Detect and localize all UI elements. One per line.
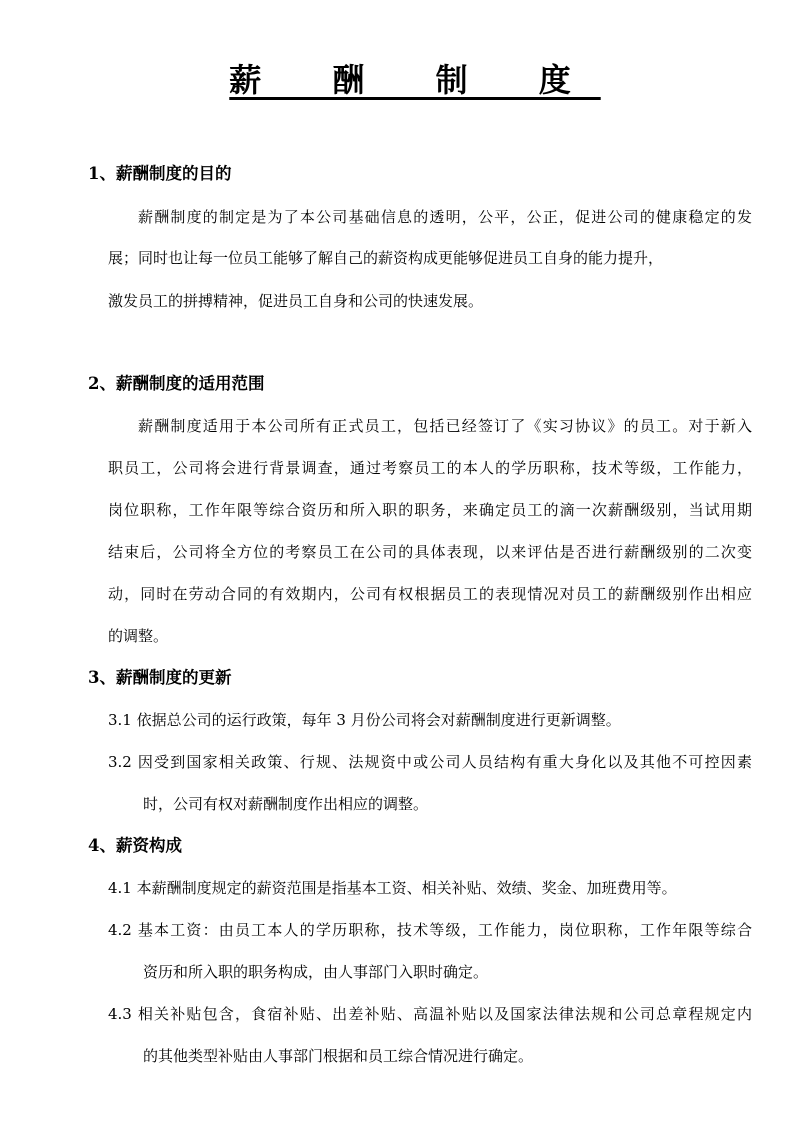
paragraph-line: 的调整。 bbox=[108, 627, 169, 645]
document-title bbox=[0, 60, 800, 100]
paragraph-line: 4.3 相关补贴包含，食宿补贴、出差补贴、高温补贴以及国家法律法规和公司总章程规定内 bbox=[108, 1005, 752, 1023]
document-title-text: 薪 酬 制 度 bbox=[229, 61, 601, 99]
paragraph-line: 4.2 基本工资：由员工本人的学历职称，技术等级，工作能力，岗位职称，工作年限等综合 bbox=[108, 921, 752, 939]
paragraph-line: 3.1 依据总公司的运行政策，每年 3 月份公司将会对薪酬制度进行更新调整。 bbox=[108, 711, 621, 729]
paragraph-line: 时，公司有权对薪酬制度作出相应的调整。 bbox=[143, 795, 429, 813]
paragraph-line: 激发员工的拼搏精神，促进员工自身和公司的快速发展。 bbox=[108, 292, 484, 310]
paragraph-line: 3.2 因受到国家相关政策、行规、法规资中或公司人员结构有重大身化以及其他不可控因素 bbox=[108, 753, 752, 771]
paragraph-line: 资历和所入职的职务构成，由人事部门入职时确定。 bbox=[143, 963, 489, 981]
paragraph-line: 薪酬制度的制定是为了本公司基础信息的透明，公平，公正，促进公司的健康稳定的发 bbox=[138, 208, 752, 226]
section-heading-scope: 2、薪酬制度的适用范围 bbox=[88, 374, 265, 393]
paragraph-line: 4.1 本薪酬制度规定的薪资范围是指基本工资、相关补贴、效绩、奖金、加班费用等。 bbox=[108, 879, 677, 897]
section-heading-salary-composition: 4、薪资构成 bbox=[88, 836, 182, 855]
paragraph-line: 结束后，公司将全方位的考察员工在公司的具体表现，以来评估是否进行薪酬级别的二次变 bbox=[108, 543, 752, 561]
paragraph-line: 岗位职称，工作年限等综合资历和所入职的职务，来确定员工的滴一次薪酬级别，当试用期 bbox=[108, 501, 752, 519]
paragraph-line: 的其他类型补贴由人事部门根据和员工综合情况进行确定。 bbox=[143, 1047, 534, 1065]
paragraph-line: 展；同时也让每一位员工能够了解自己的薪资构成更能够促进员工自身的能力提升， bbox=[108, 249, 664, 267]
paragraph-line: 动，同时在劳动合同的有效期内，公司有权根据员工的表现情况对员工的薪酬级别作出相应 bbox=[108, 585, 752, 603]
section-heading-purpose: 1、薪酬制度的目的 bbox=[88, 164, 232, 183]
paragraph-line: 薪酬制度适用于本公司所有正式员工，包括已经签订了《实习协议》的员工。对于新入 bbox=[138, 417, 752, 435]
paragraph-line: 职员工，公司将会进行背景调查，通过考察员工的本人的学历职称，技术等级，工作能力， bbox=[108, 459, 752, 477]
section-heading-update: 3、薪酬制度的更新 bbox=[88, 668, 232, 687]
